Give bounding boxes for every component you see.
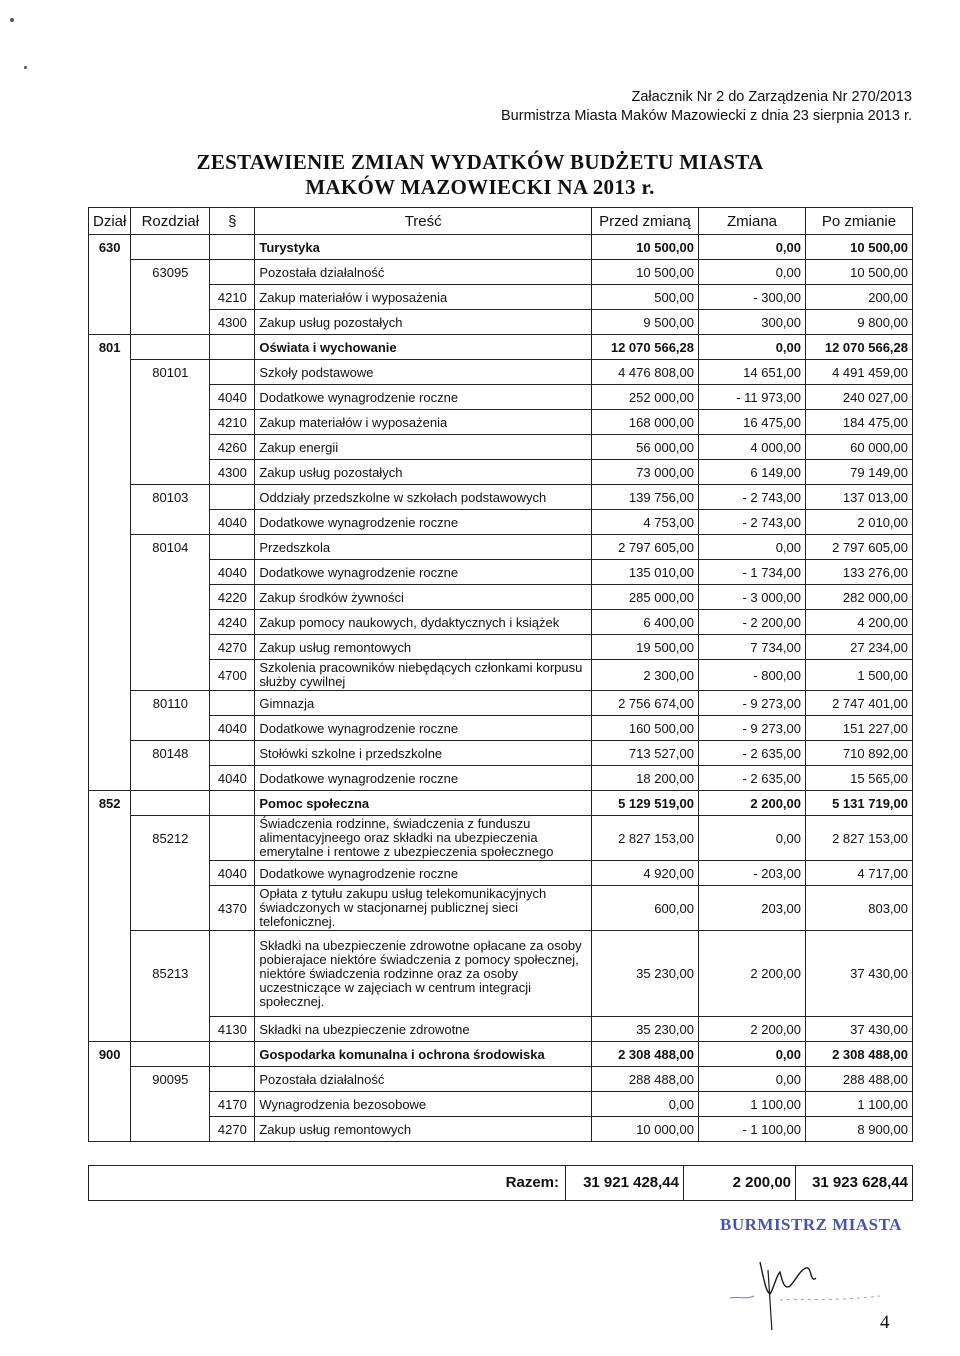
speck — [10, 18, 14, 22]
cell-zmiana: - 3 000,00 — [699, 585, 806, 610]
cell-przed: 18 200,00 — [592, 766, 699, 791]
cell-tresc: Opłata z tytułu zakupu usług telekomunikacyjnych świadczonych w stacjonarnej publicznej sieci telefonicznej. — [255, 886, 592, 931]
cell-dzial: 900 — [89, 1042, 131, 1067]
cell-zmiana: - 9 273,00 — [699, 716, 806, 741]
total-zmiana: 2 200,00 — [683, 1166, 796, 1200]
cell-paragraf — [210, 931, 255, 1017]
cell-zmiana: 2 200,00 — [699, 931, 806, 1017]
cell-dzial — [89, 635, 131, 660]
cell-przed: 10 500,00 — [592, 235, 699, 260]
cell-zmiana: 0,00 — [699, 816, 806, 861]
cell-dzial — [89, 886, 131, 931]
cell-rozdzial — [131, 766, 210, 791]
cell-paragraf: 4270 — [210, 635, 255, 660]
cell-dzial — [89, 716, 131, 741]
cell-dzial — [89, 410, 131, 435]
cell-przed: 56 000,00 — [592, 435, 699, 460]
cell-rozdzial — [131, 510, 210, 535]
cell-zmiana: 0,00 — [699, 1067, 806, 1092]
table-row — [89, 660, 913, 691]
cell-rozdzial — [131, 1092, 210, 1117]
cell-po: 2 747 401,00 — [806, 691, 913, 716]
cell-paragraf — [210, 1042, 255, 1067]
cell-po: 2 797 605,00 — [806, 535, 913, 560]
cell-dzial — [89, 766, 131, 791]
cell-dzial — [89, 585, 131, 610]
col-dzial: Dział — [89, 208, 131, 235]
cell-zmiana: 2 200,00 — [699, 791, 806, 816]
cell-tresc: Zakup materiałów i wyposażenia — [255, 410, 592, 435]
cell-paragraf: 4040 — [210, 510, 255, 535]
cell-rozdzial — [131, 235, 210, 260]
cell-rozdzial — [131, 310, 210, 335]
cell-dzial — [89, 310, 131, 335]
cell-po: 9 800,00 — [806, 310, 913, 335]
cell-przed: 252 000,00 — [592, 385, 699, 410]
cell-tresc: Dodatkowe wynagrodzenie roczne — [255, 510, 592, 535]
cell-rozdzial — [131, 610, 210, 635]
cell-dzial — [89, 285, 131, 310]
cell-dzial: 801 — [89, 335, 131, 360]
cell-przed: 19 500,00 — [592, 635, 699, 660]
cell-rozdzial — [131, 460, 210, 485]
cell-przed: 6 400,00 — [592, 610, 699, 635]
cell-paragraf — [210, 1067, 255, 1092]
cell-przed: 600,00 — [592, 886, 699, 931]
cell-zmiana: - 2 743,00 — [699, 510, 806, 535]
cell-zmiana: 1 100,00 — [699, 1092, 806, 1117]
cell-paragraf — [210, 485, 255, 510]
total-label: Razem: — [506, 1166, 566, 1200]
cell-tresc: Składki na ubezpieczenie zdrowotne opłacane za osoby pobierajace niektóre świadczenia z pomocy społecznej, niektóre świadczenia rodzinne oraz za osoby uczestniczące w zajęciach w centrum integracji społecznej. — [255, 931, 592, 1017]
cell-przed: 4 920,00 — [592, 861, 699, 886]
cell-po: 240 027,00 — [806, 385, 913, 410]
cell-po: 8 900,00 — [806, 1117, 913, 1142]
cell-rozdzial — [131, 1017, 210, 1042]
cell-rozdzial: 80101 — [131, 360, 210, 385]
cell-dzial — [89, 560, 131, 585]
cell-dzial — [89, 260, 131, 285]
cell-zmiana: - 2 200,00 — [699, 610, 806, 635]
cell-rozdzial — [131, 560, 210, 585]
cell-po: 5 131 719,00 — [806, 791, 913, 816]
cell-przed: 713 527,00 — [592, 741, 699, 766]
cell-rozdzial: 80148 — [131, 741, 210, 766]
cell-rozdzial: 90095 — [131, 1067, 210, 1092]
cell-po: 15 565,00 — [806, 766, 913, 791]
cell-tresc: Zakup usług pozostałych — [255, 310, 592, 335]
cell-zmiana: 203,00 — [699, 886, 806, 931]
cell-paragraf — [210, 691, 255, 716]
table-row — [89, 1017, 913, 1042]
cell-przed: 2 300,00 — [592, 660, 699, 691]
table-row — [89, 766, 913, 791]
cell-tresc: Szkolenia pracowników niebędących członkami korpusu służby cywilnej — [255, 660, 592, 691]
cell-przed: 2 756 674,00 — [592, 691, 699, 716]
cell-rozdzial — [131, 335, 210, 360]
table-row — [89, 1067, 913, 1092]
header-line-2: Burmistrza Miasta Maków Mazowiecki z dnia 23 sierpnia 2013 r. — [501, 108, 912, 124]
cell-rozdzial: 63095 — [131, 260, 210, 285]
cell-paragraf: 4260 — [210, 435, 255, 460]
cell-dzial — [89, 816, 131, 861]
cell-zmiana: - 11 973,00 — [699, 385, 806, 410]
cell-rozdzial — [131, 410, 210, 435]
table-row — [89, 741, 913, 766]
cell-tresc: Zakup energii — [255, 435, 592, 460]
cell-rozdzial — [131, 585, 210, 610]
table-row — [89, 635, 913, 660]
cell-zmiana: - 1 100,00 — [699, 1117, 806, 1142]
cell-zmiana: 0,00 — [699, 1042, 806, 1067]
cell-rozdzial — [131, 1117, 210, 1142]
cell-tresc: Świadczenia rodzinne, świadczenia z funduszu alimentacyjneego oraz składki na ubezpieczenia emerytalne i rentowe z ubezpieczenia społecznego — [255, 816, 592, 861]
cell-przed: 10 500,00 — [592, 260, 699, 285]
cell-dzial: 630 — [89, 235, 131, 260]
cell-dzial — [89, 1117, 131, 1142]
table-row — [89, 861, 913, 886]
cell-zmiana: - 2 743,00 — [699, 485, 806, 510]
cell-paragraf: 4040 — [210, 766, 255, 791]
cell-przed: 2 308 488,00 — [592, 1042, 699, 1067]
table-row — [89, 260, 913, 285]
table-row — [89, 610, 913, 635]
cell-zmiana: 300,00 — [699, 310, 806, 335]
table-row — [89, 485, 913, 510]
cell-po: 60 000,00 — [806, 435, 913, 460]
cell-tresc: Gospodarka komunalna i ochrona środowiska — [255, 1042, 592, 1067]
title-line-1: ZESTAWIENIE ZMIAN WYDATKÓW BUDŻETU MIASTA — [196, 150, 764, 174]
cell-zmiana: - 2 635,00 — [699, 766, 806, 791]
cell-przed: 2 827 153,00 — [592, 816, 699, 861]
cell-zmiana: - 300,00 — [699, 285, 806, 310]
cell-zmiana: 0,00 — [699, 260, 806, 285]
total-przed: 31 921 428,44 — [567, 1166, 684, 1200]
cell-przed: 168 000,00 — [592, 410, 699, 435]
cell-po: 2 827 153,00 — [806, 816, 913, 861]
cell-przed: 288 488,00 — [592, 1067, 699, 1092]
cell-rozdzial — [131, 1042, 210, 1067]
budget-table — [88, 207, 913, 1142]
cell-po: 37 430,00 — [806, 1017, 913, 1042]
table-row — [89, 310, 913, 335]
cell-po: 10 500,00 — [806, 235, 913, 260]
cell-po: 4 717,00 — [806, 861, 913, 886]
table-row — [89, 285, 913, 310]
table-row — [89, 791, 913, 816]
cell-paragraf — [210, 360, 255, 385]
cell-po: 4 491 459,00 — [806, 360, 913, 385]
cell-tresc: Szkoły podstawowe — [255, 360, 592, 385]
cell-rozdzial: 80110 — [131, 691, 210, 716]
cell-przed: 135 010,00 — [592, 560, 699, 585]
cell-tresc: Dodatkowe wynagrodzenie roczne — [255, 385, 592, 410]
cell-rozdzial — [131, 285, 210, 310]
table-row — [89, 931, 913, 1017]
cell-tresc: Pozostała działalność — [255, 260, 592, 285]
cell-rozdzial — [131, 886, 210, 931]
cell-przed: 10 000,00 — [592, 1117, 699, 1142]
cell-dzial — [89, 741, 131, 766]
cell-po: 27 234,00 — [806, 635, 913, 660]
cell-paragraf: 4240 — [210, 610, 255, 635]
cell-rozdzial — [131, 385, 210, 410]
cell-po: 200,00 — [806, 285, 913, 310]
cell-paragraf — [210, 260, 255, 285]
cell-paragraf — [210, 235, 255, 260]
cell-po: 133 276,00 — [806, 560, 913, 585]
cell-paragraf: 4220 — [210, 585, 255, 610]
cell-przed: 35 230,00 — [592, 1017, 699, 1042]
cell-przed: 4 753,00 — [592, 510, 699, 535]
cell-tresc: Oświata i wychowanie — [255, 335, 592, 360]
cell-dzial — [89, 510, 131, 535]
cell-paragraf: 4040 — [210, 716, 255, 741]
table-row — [89, 410, 913, 435]
cell-po: 4 200,00 — [806, 610, 913, 635]
cell-paragraf: 4040 — [210, 861, 255, 886]
cell-tresc: Turystyka — [255, 235, 592, 260]
cell-zmiana: - 800,00 — [699, 660, 806, 691]
cell-zmiana: 7 734,00 — [699, 635, 806, 660]
cell-zmiana: 0,00 — [699, 535, 806, 560]
cell-tresc: Składki na ubezpieczenie zdrowotne — [255, 1017, 592, 1042]
cell-tresc: Dodatkowe wynagrodzenie roczne — [255, 861, 592, 886]
cell-dzial — [89, 660, 131, 691]
cell-paragraf: 4210 — [210, 410, 255, 435]
cell-zmiana: 2 200,00 — [699, 1017, 806, 1042]
cell-paragraf: 4210 — [210, 285, 255, 310]
cell-paragraf: 4300 — [210, 310, 255, 335]
total-po: 31 923 628,44 — [812, 1174, 908, 1191]
cell-rozdzial — [131, 791, 210, 816]
cell-przed: 2 797 605,00 — [592, 535, 699, 560]
col-przed: Przed zmianą — [592, 208, 699, 235]
cell-tresc: Zakup usług pozostałych — [255, 460, 592, 485]
table-row — [89, 460, 913, 485]
table-row — [89, 560, 913, 585]
table-row — [89, 585, 913, 610]
cell-dzial: 852 — [89, 791, 131, 816]
cell-po: 184 475,00 — [806, 410, 913, 435]
cell-paragraf: 4040 — [210, 385, 255, 410]
cell-tresc: Dodatkowe wynagrodzenie roczne — [255, 560, 592, 585]
cell-po: 37 430,00 — [806, 931, 913, 1017]
cell-zmiana: 4 000,00 — [699, 435, 806, 460]
cell-przed: 4 476 808,00 — [592, 360, 699, 385]
table-row — [89, 235, 913, 260]
table-row — [89, 510, 913, 535]
table-row — [89, 716, 913, 741]
cell-paragraf: 4040 — [210, 560, 255, 585]
table-row — [89, 385, 913, 410]
page-number: 4 — [880, 1312, 890, 1333]
cell-po: 151 227,00 — [806, 716, 913, 741]
cell-tresc: Dodatkowe wynagrodzenie roczne — [255, 716, 592, 741]
cell-paragraf: 4700 — [210, 660, 255, 691]
cell-paragraf: 4270 — [210, 1117, 255, 1142]
cell-przed: 35 230,00 — [592, 931, 699, 1017]
cell-zmiana: 0,00 — [699, 235, 806, 260]
cell-zmiana: 0,00 — [699, 335, 806, 360]
mayor-stamp: BURMISTRZ MIASTA — [720, 1215, 902, 1234]
cell-paragraf: 4370 — [210, 886, 255, 931]
cell-po: 2 010,00 — [806, 510, 913, 535]
document-title — [0, 150, 960, 200]
cell-dzial — [89, 460, 131, 485]
table-body — [89, 235, 913, 1142]
cell-paragraf: 4300 — [210, 460, 255, 485]
cell-przed: 12 070 566,28 — [592, 335, 699, 360]
table-row — [89, 1042, 913, 1067]
cell-przed: 0,00 — [592, 1092, 699, 1117]
total-row — [88, 1165, 913, 1201]
cell-dzial — [89, 385, 131, 410]
cell-dzial — [89, 691, 131, 716]
table-row — [89, 1117, 913, 1142]
table-row — [89, 816, 913, 861]
cell-po: 1 100,00 — [806, 1092, 913, 1117]
cell-rozdzial — [131, 435, 210, 460]
cell-po: 10 500,00 — [806, 260, 913, 285]
cell-dzial — [89, 931, 131, 1017]
cell-tresc: Stołówki szkolne i przedszkolne — [255, 741, 592, 766]
cell-przed: 9 500,00 — [592, 310, 699, 335]
cell-przed: 5 129 519,00 — [592, 791, 699, 816]
cell-dzial — [89, 861, 131, 886]
cell-paragraf — [210, 741, 255, 766]
cell-paragraf: 4170 — [210, 1092, 255, 1117]
col-zmiana: Zmiana — [699, 208, 806, 235]
col-paragraf: § — [210, 208, 255, 235]
cell-tresc: Gimnazja — [255, 691, 592, 716]
cell-zmiana: - 9 273,00 — [699, 691, 806, 716]
cell-po: 282 000,00 — [806, 585, 913, 610]
cell-tresc: Wynagrodzenia bezosobowe — [255, 1092, 592, 1117]
cell-tresc: Oddziały przedszkolne w szkołach podstawowych — [255, 485, 592, 510]
col-tresc: Treść — [255, 208, 592, 235]
cell-rozdzial: 80104 — [131, 535, 210, 560]
cell-paragraf — [210, 791, 255, 816]
cell-tresc: Zakup środków żywności — [255, 585, 592, 610]
table-row — [89, 435, 913, 460]
cell-rozdzial — [131, 716, 210, 741]
cell-przed: 500,00 — [592, 285, 699, 310]
cell-rozdzial: 85213 — [131, 931, 210, 1017]
cell-tresc: Zakup pomocy naukowych, dydaktycznych i książek — [255, 610, 592, 635]
cell-tresc: Przedszkola — [255, 535, 592, 560]
cell-po: 12 070 566,28 — [806, 335, 913, 360]
cell-paragraf: 4130 — [210, 1017, 255, 1042]
cell-tresc: Pomoc społeczna — [255, 791, 592, 816]
document-header — [501, 88, 912, 126]
cell-rozdzial — [131, 635, 210, 660]
cell-przed: 160 500,00 — [592, 716, 699, 741]
cell-po: 79 149,00 — [806, 460, 913, 485]
cell-dzial — [89, 610, 131, 635]
cell-tresc: Pozostała działalność — [255, 1067, 592, 1092]
cell-paragraf — [210, 535, 255, 560]
table-row — [89, 1092, 913, 1117]
table-row — [89, 535, 913, 560]
cell-dzial — [89, 435, 131, 460]
cell-przed: 139 756,00 — [592, 485, 699, 510]
cell-po: 137 013,00 — [806, 485, 913, 510]
table-row — [89, 335, 913, 360]
signature-scribble — [720, 1240, 900, 1330]
speck — [24, 66, 27, 69]
title-line-2: MAKÓW MAZOWIECKI NA 2013 r. — [305, 175, 655, 199]
cell-rozdzial: 85212 — [131, 816, 210, 861]
table-row — [89, 691, 913, 716]
header-line-1: Załacznik Nr 2 do Zarządzenia Nr 270/2013 — [631, 89, 912, 105]
cell-po: 2 308 488,00 — [806, 1042, 913, 1067]
cell-paragraf — [210, 816, 255, 861]
cell-po: 803,00 — [806, 886, 913, 931]
cell-tresc: Zakup materiałów i wyposażenia — [255, 285, 592, 310]
cell-zmiana: 16 475,00 — [699, 410, 806, 435]
table-header-row — [89, 208, 913, 235]
cell-zmiana: - 203,00 — [699, 861, 806, 886]
cell-po: 710 892,00 — [806, 741, 913, 766]
cell-przed: 73 000,00 — [592, 460, 699, 485]
cell-tresc: Dodatkowe wynagrodzenie roczne — [255, 766, 592, 791]
cell-przed: 285 000,00 — [592, 585, 699, 610]
cell-dzial — [89, 1067, 131, 1092]
table-row — [89, 360, 913, 385]
col-po: Po zmianie — [806, 208, 913, 235]
cell-dzial — [89, 360, 131, 385]
cell-zmiana: 14 651,00 — [699, 360, 806, 385]
col-rozdzial: Rozdział — [131, 208, 210, 235]
cell-dzial — [89, 1092, 131, 1117]
table-row — [89, 886, 913, 931]
cell-rozdzial: 80103 — [131, 485, 210, 510]
cell-dzial — [89, 485, 131, 510]
cell-rozdzial — [131, 861, 210, 886]
cell-zmiana: - 1 734,00 — [699, 560, 806, 585]
cell-zmiana: - 2 635,00 — [699, 741, 806, 766]
cell-tresc: Zakup usług remontowych — [255, 1117, 592, 1142]
cell-po: 288 488,00 — [806, 1067, 913, 1092]
cell-dzial — [89, 1017, 131, 1042]
cell-dzial — [89, 535, 131, 560]
cell-paragraf — [210, 335, 255, 360]
cell-zmiana: 6 149,00 — [699, 460, 806, 485]
cell-po: 1 500,00 — [806, 660, 913, 691]
cell-rozdzial — [131, 660, 210, 691]
cell-tresc: Zakup usług remontowych — [255, 635, 592, 660]
